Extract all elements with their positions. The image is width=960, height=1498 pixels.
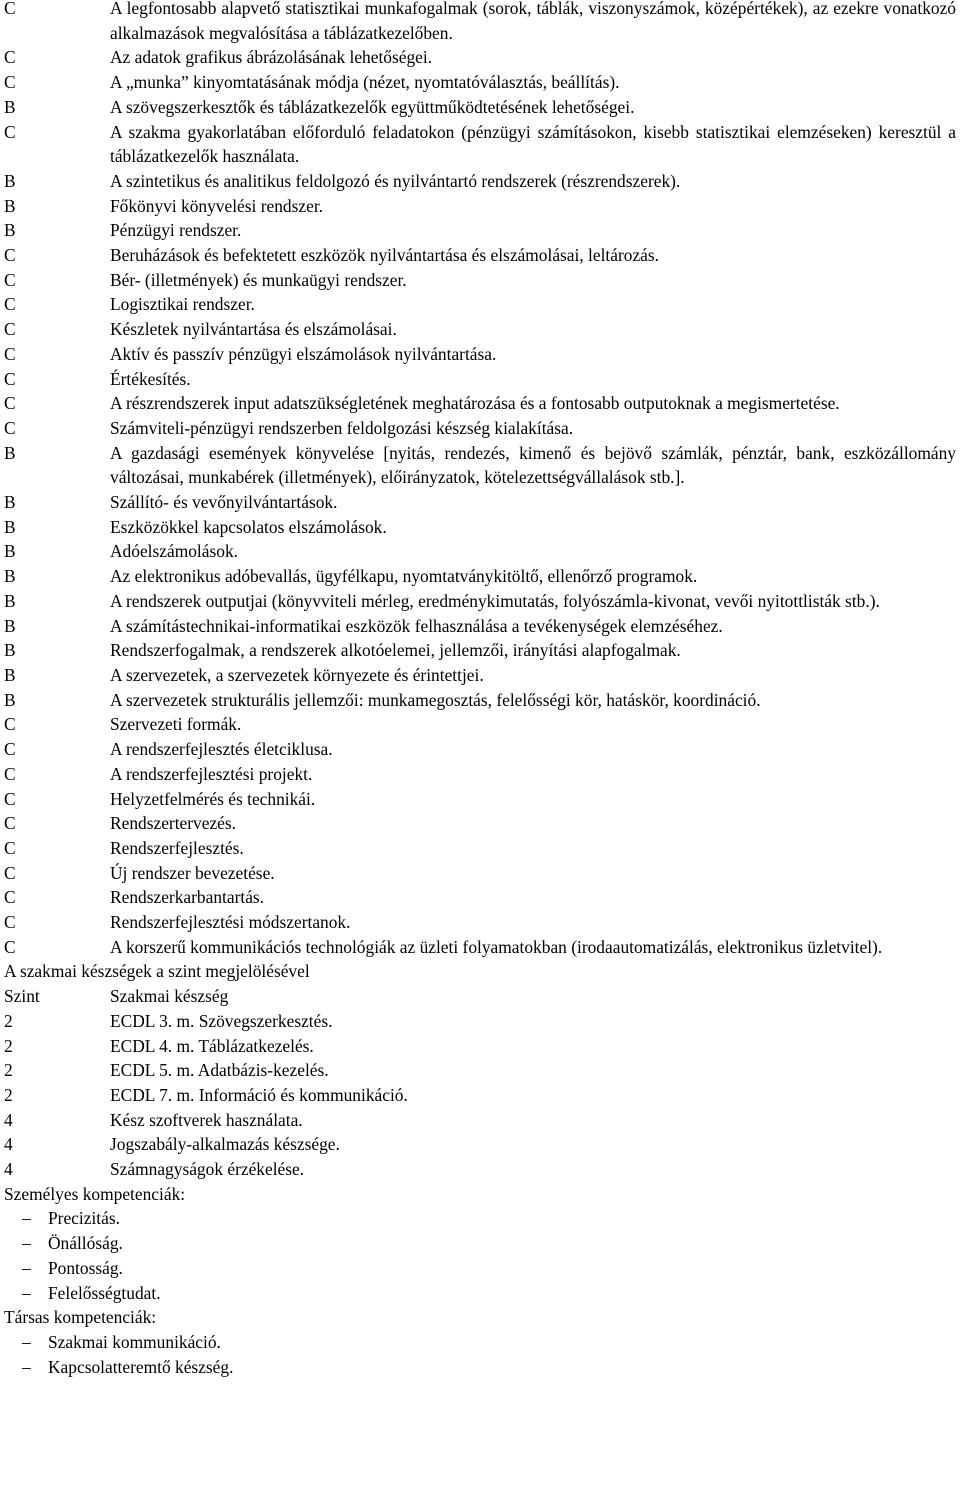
item-text: Az adatok grafikus ábrázolásának lehetőségei. xyxy=(110,47,433,68)
level-marker: 2 xyxy=(4,1035,13,1056)
dash-bullet: – xyxy=(22,1233,31,1254)
item-text: A szövegszerkesztők és táblázatkezelők együttműködtetésének lehetőségei. xyxy=(110,96,635,117)
item-text: Eszközökkel kapcsolatos elszámolások. xyxy=(110,516,387,537)
level-marker: B xyxy=(4,664,16,685)
item-text: A rendszerfejlesztés életciklusa. xyxy=(110,739,333,760)
competency-text: Felelősségtudat. xyxy=(48,1282,161,1303)
topic-row xyxy=(4,342,956,367)
item-text: Főkönyvi könyvelési rendszer. xyxy=(110,195,324,216)
item-text: Rendszerfejlesztési módszertanok. xyxy=(110,912,351,933)
competency-text: Pontosság. xyxy=(48,1257,123,1278)
level-marker: C xyxy=(4,72,16,93)
skills-header-skill: Szakmai készség xyxy=(110,986,229,1007)
level-marker: C xyxy=(4,813,16,834)
skill-row xyxy=(4,1058,956,1083)
item-text: Szervezeti formák. xyxy=(110,714,242,735)
topic-row xyxy=(4,663,956,688)
competency-text: Önállóság. xyxy=(48,1233,123,1254)
level-marker: C xyxy=(4,912,16,933)
social-competency-item xyxy=(4,1330,956,1355)
topic-row xyxy=(4,70,956,95)
item-text: Értékesítés. xyxy=(110,368,191,389)
item-text: A részrendszerek input adatszükségletének meghatározása és a fontosabb outputoknak a megismertetése. xyxy=(110,393,840,414)
topic-row xyxy=(4,737,956,762)
level-marker: B xyxy=(4,566,16,587)
level-marker: B xyxy=(4,516,16,537)
personal-competencies-list xyxy=(4,1206,956,1305)
dash-bullet: – xyxy=(22,1257,31,1278)
topic-row xyxy=(4,589,956,614)
dash-bullet: – xyxy=(22,1282,31,1303)
level-marker: 4 xyxy=(4,1109,13,1130)
topic-row xyxy=(4,564,956,589)
level-marker: C xyxy=(4,788,16,809)
level-marker: B xyxy=(4,220,16,241)
topic-row xyxy=(4,391,956,416)
skill-row xyxy=(4,1009,956,1034)
level-marker: B xyxy=(4,442,16,463)
topic-row xyxy=(4,885,956,910)
level-marker: C xyxy=(4,936,16,957)
item-text: Helyzetfelmérés és technikái. xyxy=(110,788,316,809)
topic-row xyxy=(4,0,956,45)
skill-row xyxy=(4,1034,956,1059)
item-text: ECDL 5. m. Adatbázis-kezelés. xyxy=(110,1060,329,1081)
skill-row xyxy=(4,1157,956,1182)
level-marker: C xyxy=(4,714,16,735)
level-marker: C xyxy=(4,417,16,438)
level-marker: B xyxy=(4,96,16,117)
level-marker: C xyxy=(4,763,16,784)
level-marker: 4 xyxy=(4,1159,13,1180)
dash-bullet: – xyxy=(22,1356,31,1377)
item-text: A szintetikus és analitikus feldolgozó és nyilvántartó rendszerek (részrendszerek). xyxy=(110,170,681,191)
level-marker: C xyxy=(4,837,16,858)
item-text: A legfontosabb alapvető statisztikai munkafogalmak (sorok, táblák, viszonyszámok, középértékek), az ezekre vonatkozó alkalmazások megvalósítása a táblázatkezelőben. xyxy=(110,0,956,43)
topic-row xyxy=(4,490,956,515)
item-text: Jogszabály-alkalmazás készsége. xyxy=(110,1134,340,1155)
personal-competency-item xyxy=(4,1206,956,1231)
topic-row xyxy=(4,243,956,268)
item-text: Számnagyságok érzékelése. xyxy=(110,1159,305,1180)
topic-row xyxy=(4,194,956,219)
topic-row xyxy=(4,688,956,713)
topic-row xyxy=(4,539,956,564)
personal-competency-item xyxy=(4,1256,956,1281)
item-text: A rendszerek outputjai (könyvviteli mérleg, eredménykimutatás, folyószámla-kivonat, vevői nyitottlisták stb.). xyxy=(110,590,880,611)
level-marker: C xyxy=(4,368,16,389)
item-text: A szervezetek strukturális jellemzői: munkamegosztás, felelősségi kör, hatáskör, koordináció. xyxy=(110,689,761,710)
item-text: ECDL 4. m. Táblázatkezelés. xyxy=(110,1035,314,1056)
level-marker: C xyxy=(4,47,16,68)
topic-row xyxy=(4,762,956,787)
item-text: Kész szoftverek használata. xyxy=(110,1109,303,1130)
item-text: A korszerű kommunikációs technológiák az üzleti folyamatokban (irodaautomatizálás, elektronikus üzletvitel). xyxy=(110,936,883,957)
document-page xyxy=(4,0,956,1379)
level-marker: C xyxy=(4,121,16,142)
item-text: ECDL 7. m. Információ és kommunikáció. xyxy=(110,1084,408,1105)
competency-text: Kapcsolatteremtő készség. xyxy=(48,1356,234,1377)
topic-row xyxy=(4,787,956,812)
level-marker: C xyxy=(4,319,16,340)
level-marker: C xyxy=(4,0,16,18)
topic-row xyxy=(4,836,956,861)
level-marker: C xyxy=(4,739,16,760)
item-text: Rendszerfejlesztés. xyxy=(110,837,244,858)
level-marker: B xyxy=(4,590,16,611)
topic-row xyxy=(4,935,956,960)
skills-heading: A szakmai készségek a szint megjelölésével xyxy=(4,961,310,982)
topic-row xyxy=(4,515,956,540)
item-text: Készletek nyilvántartása és elszámolásai. xyxy=(110,319,397,340)
social-competencies-list xyxy=(4,1330,956,1379)
item-text: Számviteli-pénzügyi rendszerben feldolgozási készség kialakítása. xyxy=(110,417,574,438)
item-text: ECDL 3. m. Szövegszerkesztés. xyxy=(110,1010,333,1031)
social-competency-item xyxy=(4,1355,956,1380)
level-marker: C xyxy=(4,245,16,266)
personal-competency-item xyxy=(4,1281,956,1306)
item-text: A szervezetek, a szervezetek környezete és érintettjei. xyxy=(110,664,484,685)
level-marker: B xyxy=(4,689,16,710)
competency-text: Szakmai kommunikáció. xyxy=(48,1331,221,1352)
dash-bullet: – xyxy=(22,1208,31,1229)
item-text: A számítástechnikai-informatikai eszközök felhasználása a tevékenységek elemzéséhez. xyxy=(110,615,723,636)
competency-text: Precizitás. xyxy=(48,1208,120,1229)
topic-row xyxy=(4,712,956,737)
topic-row xyxy=(4,95,956,120)
item-text: Szállító- és vevőnyilvántartások. xyxy=(110,492,338,513)
skills-table xyxy=(4,1009,956,1182)
personal-competency-item xyxy=(4,1231,956,1256)
topic-row xyxy=(4,861,956,886)
topic-row xyxy=(4,292,956,317)
item-text: Aktív és passzív pénzügyi elszámolások nyilvántartása. xyxy=(110,343,497,364)
item-text: Adóelszámolások. xyxy=(110,541,238,562)
level-marker: B xyxy=(4,615,16,636)
skill-row xyxy=(4,1108,956,1133)
item-text: Rendszerfogalmak, a rendszerek alkotóelemei, jellemzői, irányítási alapfogalmak. xyxy=(110,640,681,661)
level-marker: 2 xyxy=(4,1010,13,1031)
item-text: Logisztikai rendszer. xyxy=(110,294,255,315)
level-marker: C xyxy=(4,294,16,315)
topic-row xyxy=(4,910,956,935)
item-text: A szakma gyakorlatában előforduló feladatokon (pénzügyi számításokon, kisebb statisztikai elemzéseken) keresztül a táblázatkezelők használata. xyxy=(110,121,956,167)
level-marker: B xyxy=(4,195,16,216)
social-competencies-heading: Társas kompetenciák: xyxy=(4,1307,157,1328)
item-text: Az elektronikus adóbevallás, ügyfélkapu, nyomtatványkitöltő, ellenőrző programok. xyxy=(110,566,698,587)
skill-row xyxy=(4,1132,956,1157)
level-marker: C xyxy=(4,269,16,290)
item-text: A gazdasági események könyvelése [nyitás, rendezés, kimenő és bejövő számlák, pénztár, bank, eszközállomány változásai, munkabérek (illetmények), előirányzatok, kötelezettségvállalások stb.]. xyxy=(110,442,956,488)
topic-row xyxy=(4,638,956,663)
topic-row xyxy=(4,317,956,342)
skill-row xyxy=(4,1083,956,1108)
dash-bullet: – xyxy=(22,1331,31,1352)
topic-row xyxy=(4,169,956,194)
item-text: Bér- (illetmények) és munkaügyi rendszer. xyxy=(110,269,407,290)
level-marker: 2 xyxy=(4,1060,13,1081)
topic-row xyxy=(4,45,956,70)
level-marker: B xyxy=(4,170,16,191)
level-marker: B xyxy=(4,640,16,661)
topic-list xyxy=(4,0,956,959)
item-text: Beruházások és befektetett eszközök nyilvántartása és elszámolásai, leltározás. xyxy=(110,245,660,266)
level-marker: C xyxy=(4,393,16,414)
topic-row xyxy=(4,441,956,490)
topic-row xyxy=(4,218,956,243)
personal-competencies-heading: Személyes kompetenciák: xyxy=(4,1183,186,1204)
item-text: A rendszerfejlesztési projekt. xyxy=(110,763,313,784)
level-marker: 4 xyxy=(4,1134,13,1155)
topic-row xyxy=(4,614,956,639)
item-text: Rendszerkarbantartás. xyxy=(110,887,265,908)
skills-header-level: Szint xyxy=(4,986,40,1007)
topic-row xyxy=(4,367,956,392)
topic-row xyxy=(4,811,956,836)
level-marker: B xyxy=(4,492,16,513)
topic-row xyxy=(4,268,956,293)
item-text: Rendszertervezés. xyxy=(110,813,237,834)
level-marker: C xyxy=(4,862,16,883)
item-text: Új rendszer bevezetése. xyxy=(110,862,275,883)
topic-row xyxy=(4,416,956,441)
level-marker: C xyxy=(4,343,16,364)
level-marker: C xyxy=(4,887,16,908)
level-marker: B xyxy=(4,541,16,562)
item-text: Pénzügyi rendszer. xyxy=(110,220,242,241)
level-marker: 2 xyxy=(4,1084,13,1105)
item-text: A „munka” kinyomtatásának módja (nézet, nyomtatóválasztás, beállítás). xyxy=(110,72,620,93)
topic-row xyxy=(4,120,956,169)
skills-table-header xyxy=(4,984,956,1009)
